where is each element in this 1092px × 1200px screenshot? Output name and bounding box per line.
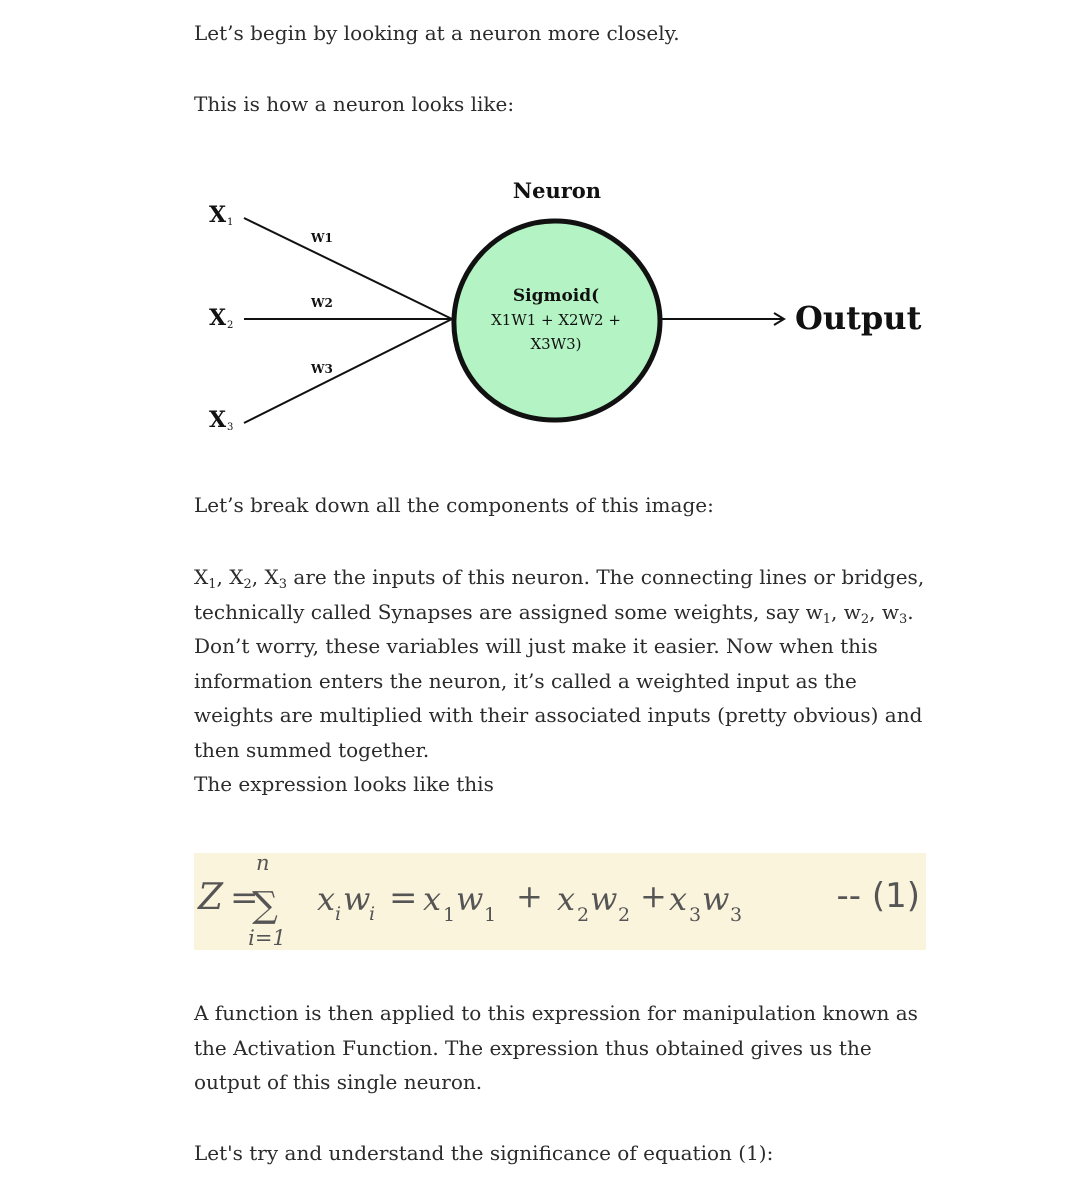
eq-w2-sub: 2 — [618, 904, 631, 926]
weight-label-3: W3 — [311, 362, 333, 376]
eq-x2: x — [557, 880, 576, 918]
input-x2 — [209, 305, 233, 331]
var-x2-sub: 2 — [243, 577, 252, 592]
var-w3: w — [881, 599, 899, 624]
eq-plus-2: + — [640, 877, 667, 915]
input-x3-index: 3 — [227, 422, 234, 433]
input-x2-base: X — [209, 305, 227, 331]
var-w1-sub: 1 — [822, 611, 832, 627]
neuron-sum-line-1: X1W1 + X2W2 + — [491, 311, 621, 329]
equation-1 — [194, 853, 926, 950]
intro-paragraph: Let’s begin by looking at a neuron more closely. — [194, 21, 680, 45]
eq-w3-sub: 3 — [730, 904, 743, 926]
input-x1 — [209, 202, 233, 228]
eq-term-x-sub: i — [335, 903, 342, 925]
eq-sigma: ∑ — [252, 885, 278, 926]
eq-term-w: w — [343, 880, 371, 918]
neuron-function: Sigmoid( — [512, 286, 600, 306]
eq-x1: x — [423, 880, 442, 918]
eq-plus-1: + — [516, 877, 543, 915]
eq-w2: w — [590, 880, 618, 918]
input-x1-index: 1 — [227, 217, 234, 228]
var-x1-sub: 1 — [208, 577, 217, 592]
intro-paragraph-2: This is how a neuron looks like: — [194, 92, 515, 116]
eq-term-w-sub: i — [369, 903, 376, 925]
weight-label-2: W2 — [311, 296, 333, 310]
expression-intro: The expression looks like this — [194, 772, 494, 796]
neuron-title: Neuron — [512, 178, 602, 203]
var-w2: w — [843, 599, 861, 624]
input-x1-base: X — [209, 202, 227, 228]
var-x1: X — [194, 565, 209, 589]
components-paragraph: $X_1$, $X_2$, $X_3$ are the inputs of this neuron. The connecting lines or bridges, technically called Synapses are assigned some weights, say $w_1$, $w_2$, $w_3$. Don’t worry, these variables will just make it easier. Now when this information enters the neuron, it’s called a weighted input as the weights are multiplied with their associated inputs (pretty obvious) and then summed together. — [194, 565, 925, 762]
eq-x1-sub: 1 — [443, 904, 456, 926]
var-x3-sub: 3 — [278, 577, 288, 592]
eq-w1-sub: 1 — [484, 904, 497, 926]
synapse-1 — [244, 218, 452, 319]
eq-x2-sub: 2 — [577, 904, 590, 926]
eq-upper-limit: n — [256, 853, 270, 875]
eq-w3: w — [702, 880, 730, 918]
neuron-sum-line-2: X3W3) — [530, 335, 582, 353]
eq-equals: = — [230, 878, 259, 918]
var-x2: X — [229, 565, 244, 589]
eq-number: -- (1) — [836, 876, 920, 916]
components-heading: Let’s break down all the components of this image: — [194, 493, 714, 517]
output-label: Output — [795, 299, 922, 337]
eq-w1: w — [456, 880, 484, 918]
eq-equals-2: = — [389, 878, 418, 918]
var-w2-sub: 2 — [860, 611, 870, 627]
equation-block — [194, 853, 926, 950]
neuron-diagram — [194, 165, 934, 445]
significance-paragraph: Let's try and understand the significance of equation (1): — [194, 1141, 774, 1165]
synapse-3 — [244, 319, 452, 423]
eq-lower-limit: i=1 — [248, 926, 286, 950]
input-x3 — [209, 407, 233, 433]
eq-x3: x — [669, 880, 688, 918]
eq-term-x: x — [317, 880, 336, 918]
var-x3: X — [264, 565, 279, 589]
eq-x3-sub: 3 — [689, 904, 702, 926]
var-w3-sub: 3 — [899, 611, 908, 627]
input-x2-index: 2 — [227, 320, 234, 331]
input-x3-base: X — [209, 407, 227, 433]
weight-label-1: W1 — [311, 231, 333, 245]
activation-paragraph: A function is then applied to this expression for manipulation known as the Activation Function. The expression thus obtained gives us the output of this single neuron. — [194, 1001, 918, 1094]
var-w1: w — [805, 599, 823, 624]
eq-lhs: Z — [198, 877, 224, 918]
